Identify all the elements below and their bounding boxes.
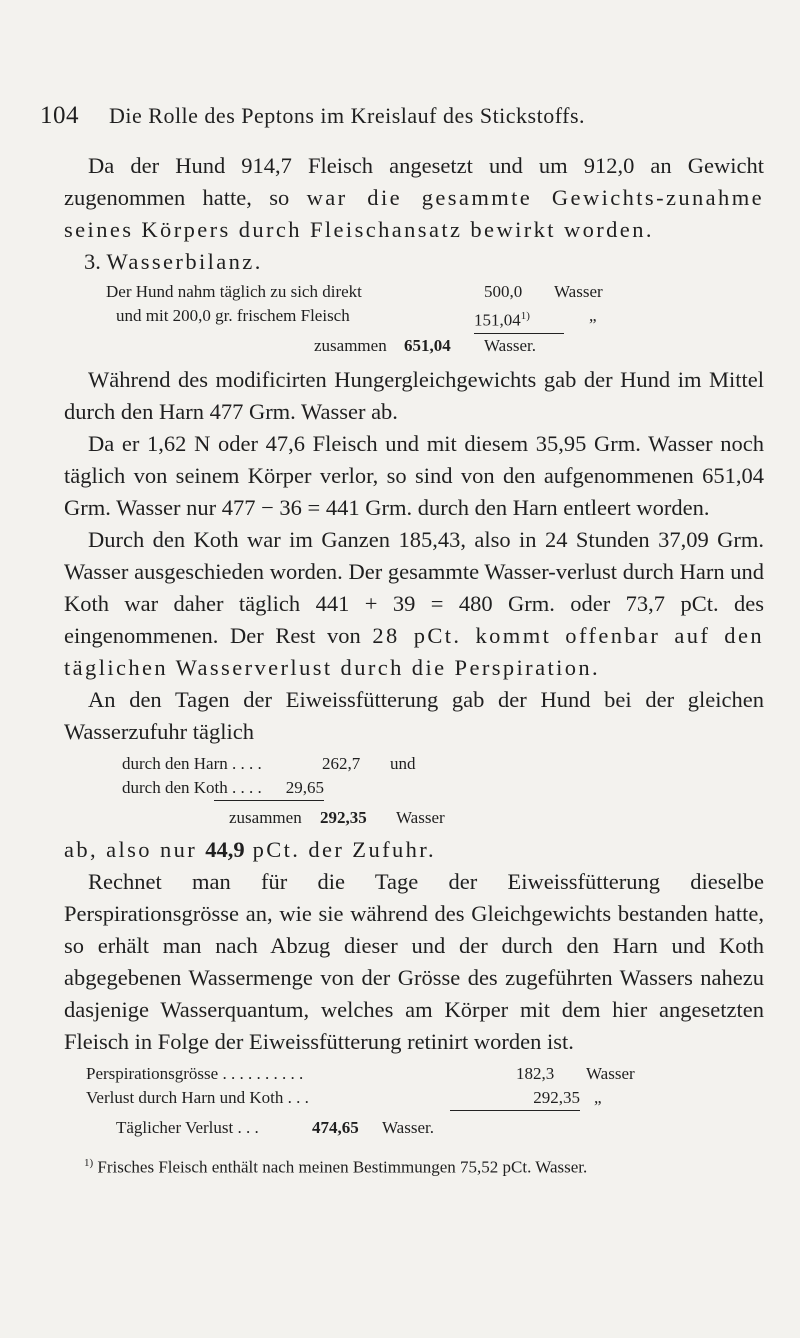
loss-calculation: [64, 1062, 764, 1140]
calc-unit: „: [589, 306, 597, 325]
calc-total-unit: Wasser: [396, 808, 445, 827]
running-title: Die Rolle des Peptons im Kreislauf des Stickstoffs.: [109, 103, 586, 128]
calc-total-value: 474,65: [312, 1118, 359, 1137]
calc-label: Verlust durch Harn und Koth . . .: [86, 1088, 309, 1107]
calc-value: 151,04: [474, 310, 521, 330]
calc-label: Perspirationsgrösse . . . . . . . . . .: [86, 1064, 304, 1083]
section-heading: [64, 246, 764, 278]
section-number: 3.: [84, 249, 101, 274]
bold-value: 44,9: [205, 837, 245, 862]
calc-value: 500,0: [484, 282, 523, 301]
spaced-emphasis: war die gesammte Gewichts-zunahme seines Körpers durch Fleischansatz bewirkt worden.: [64, 185, 764, 242]
paragraph: [64, 524, 764, 684]
paragraph: Während des modificirten Hungergleichgewichts gab der Hund im Mittel durch den Harn 477 Grm. Wasser ab.: [64, 367, 764, 424]
calc-total-row: [64, 334, 764, 358]
calc-row: [64, 776, 764, 800]
calc-value: 262,7: [322, 754, 361, 773]
page-number: 104: [40, 102, 79, 129]
paragraph: [64, 150, 764, 246]
running-header: [40, 102, 760, 130]
calc-total-unit: Wasser.: [484, 336, 536, 355]
paragraph: Da er 1,62 N oder 47,6 Fleisch und mit diesem 35,95 Grm. Wasser noch täglich von seinem Körper verlor, so sind von den aufgenommenen 651,04 Grm. Wasser nur 477 − 36 = 441 Grm. durch den Harn entleert worden.: [64, 431, 764, 520]
calc-total-value: 651,04: [404, 336, 451, 355]
footnote-marker: 1): [84, 1157, 94, 1169]
paragraph: An den Tagen der Eiweissfütterung gab der Hund bei der gleichen Wasserzufuhr täglich: [64, 687, 764, 744]
paragraph-text: Durch den Koth war im Ganzen 185,43, also in 24 Stunden 37,09 Grm. Wasser ausgeschieden worden. Der gesammte Wasser-verlust durch Harn und Koth war daher täglich 441 + 39 = 480 Grm. oder 73,7 pCt. des eingenommenen. Der Rest von: [64, 527, 764, 648]
calc-label: durch den Koth . . . .: [122, 778, 262, 797]
calc-unit: Wasser: [586, 1064, 635, 1083]
calc-total-label: zusammen: [314, 336, 387, 355]
page-body: [64, 150, 764, 1181]
calc-value: 29,65: [214, 776, 324, 801]
calc-label: und mit 200,0 gr. frischem Fleisch: [116, 306, 350, 325]
calc-total-label: Täglicher Verlust . . .: [116, 1118, 259, 1137]
calc-value: 292,35: [450, 1086, 580, 1111]
calc-label: Der Hund nahm täglich zu sich direkt: [106, 282, 362, 301]
protein-calculation: [64, 752, 764, 830]
calc-suffix: und: [390, 754, 416, 773]
calc-row: [64, 304, 764, 328]
calc-unit: Wasser: [554, 282, 603, 301]
spaced-emphasis: 28 pCt. kommt offenbar auf den täglichen Wasserverlust durch die Perspiration.: [64, 623, 764, 680]
footnote: [64, 1150, 764, 1181]
section-title: Wasserbilanz.: [106, 249, 263, 274]
paragraph-text: Da der Hund 914,7 Fleisch angesetzt und um 912,0 an Gewicht zugenommen hatte, so: [64, 153, 764, 210]
calc-total-label: zusammen: [229, 808, 302, 827]
calc-total-unit: Wasser.: [382, 1118, 434, 1137]
spaced-emphasis: pCt. der Zufuhr.: [244, 837, 436, 862]
underlined-value: [474, 304, 564, 334]
footnote-ref: 1): [520, 310, 530, 322]
calc-label: durch den Harn . . . .: [122, 754, 262, 773]
calc-total-row: [64, 1116, 764, 1140]
spaced-emphasis: ab, also nur: [64, 837, 206, 862]
footnote-text: Frisches Fleisch enthält nach meinen Bestimmungen 75,52 pCt. Wasser.: [97, 1157, 588, 1177]
paragraph: Rechnet man für die Tage der Eiweissfütterung dieselbe Perspirationsgrösse an, wie sie während des Gleichgewichts bestanden hatte, so erhält man nach Abzug dieser und der durch den Harn und Koth abgegebenen Wassermenge von der Grösse des zugeführten Wassers nahezu dasjenige Wasserquantum, welches am Körper mit dem hier angesetzten Fleisch in Folge der Eiweissfütterung retinirt worden ist.: [64, 869, 764, 1054]
paragraph: [64, 834, 764, 866]
calc-row: [64, 752, 764, 776]
calc-value: 182,3: [516, 1064, 555, 1083]
calc-total-row: [64, 806, 764, 830]
calc-row: [64, 1062, 764, 1086]
intake-calculation: [64, 280, 764, 358]
calc-row: [64, 1086, 764, 1110]
calc-total-value: 292,35: [320, 808, 367, 827]
calc-unit: „: [594, 1088, 602, 1107]
calc-row: [64, 280, 764, 304]
